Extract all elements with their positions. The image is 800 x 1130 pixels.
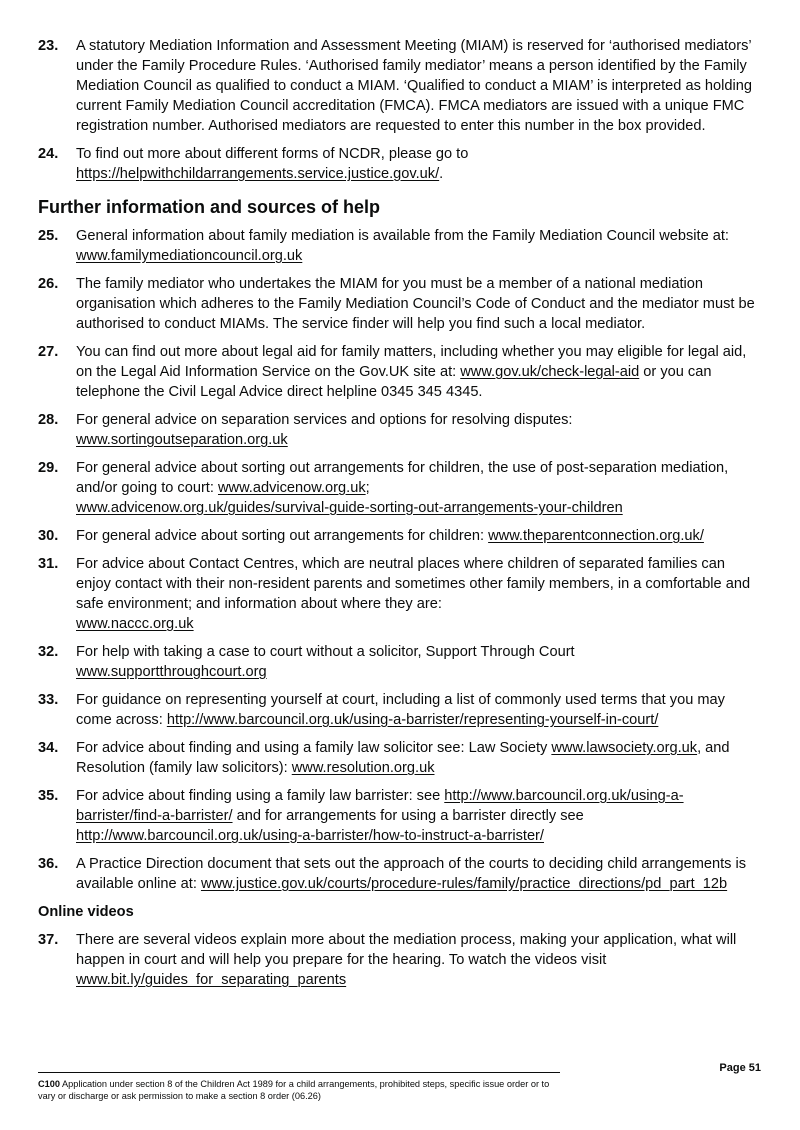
item-number: 31. [38, 556, 59, 572]
web-link[interactable]: www.bit.ly/guides_for_separating_parents [76, 972, 347, 988]
text-run: and for arrangements for using a barrister directly see [232, 808, 584, 824]
web-link[interactable]: www.sortingoutseparation.org.uk [76, 432, 288, 448]
text-run: There are several videos explain more about the mediation process, making your application, what will happen in court and will help you prepare for the hearing. To watch the videos visit [76, 932, 737, 968]
item-text [76, 930, 760, 990]
web-link[interactable]: https://helpwithchildarrangements.service.justice.gov.uk/ [76, 166, 440, 182]
item-text [76, 786, 760, 846]
item-number: 25. [38, 228, 59, 244]
item-text [76, 342, 760, 402]
form-description: Application under section 8 of the Children Act 1989 for a child arrangements, prohibited steps, specific issue order or to vary or discharge or ask permission to make a section 8 order (06.26) [38, 1079, 550, 1101]
item-text [76, 458, 760, 518]
page-number: Page 51 [719, 1062, 761, 1074]
item-number: 29. [38, 460, 59, 476]
item-number: 26. [38, 276, 59, 292]
web-link[interactable]: http://www.barcouncil.org.uk/using-a-barrister/representing-yourself-in-court/ [166, 712, 659, 728]
list-item [38, 458, 760, 518]
list-item [38, 930, 760, 990]
numbered-list [38, 930, 760, 990]
web-link[interactable]: www.lawsociety.org.uk [551, 740, 698, 756]
footer-text [38, 1078, 558, 1102]
item-number: 28. [38, 412, 59, 428]
text-run: ; [365, 480, 370, 496]
text-run: You can find out more about legal aid for family matters, including whether you may eligible for legal aid, on the Legal Aid Information Service on the Gov.UK site at: [76, 344, 747, 380]
footer-divider [38, 1072, 560, 1073]
web-link[interactable]: www.justice.gov.uk/courts/procedure-rules/family/practice_directions/pd_part_12b [200, 876, 728, 892]
item-text [76, 642, 760, 682]
item-number: 27. [38, 344, 59, 360]
text-run: A statutory Mediation Information and Assessment Meeting (MIAM) is reserved for ‘authorised mediators’ under the Family Procedure Rules. ‘Authorised family mediator’ means a person identified by the Family Mediation Council as qualified to conduct a MIAM. ‘Qualified to conduct a MIAM’ is interpreted as holding current Family Mediation Council accreditation (FMCA). FMCA mediators are issued with a unique FMC registration number. Authorised mediators are requested to enter this number in the box provided. [76, 38, 752, 134]
web-link[interactable]: www.naccc.org.uk [76, 616, 194, 632]
web-link[interactable]: www.gov.uk/check-legal-aid [460, 364, 640, 380]
text-run: For advice about Contact Centres, which are neutral places where children of separated families can enjoy contact with their non-resident parents and sometimes other family members, in a comfortable and safe environment; and information about where they are: [76, 556, 751, 612]
item-number: 34. [38, 740, 59, 756]
web-link[interactable]: www.advicenow.org.uk [217, 480, 366, 496]
numbered-list [38, 226, 760, 894]
item-number: 32. [38, 644, 59, 660]
list-item [38, 226, 760, 266]
text-run: . [439, 166, 444, 182]
list-item [38, 642, 760, 682]
text-run: To find out more about different forms of NCDR, please go to [76, 146, 469, 162]
text-run: or you can telephone the Civil Legal Advice direct helpline 0345 345 4345. [76, 364, 712, 400]
numbered-list [38, 36, 760, 184]
text-run: For general advice on separation services and options for resolving disputes: [76, 412, 573, 428]
item-number: 24. [38, 146, 59, 162]
list-item [38, 786, 760, 846]
form-code: C100 [38, 1079, 60, 1089]
text-run: The family mediator who undertakes the MIAM for you must be a member of a national mediation organisation which adheres to the Family Mediation Council’s Code of Conduct and the mediator must be authorised to conduct MIAMs. The service finder will help you find such a local mediator. [76, 276, 755, 332]
web-link[interactable]: http://www.barcouncil.org.uk/using-a-barrister/find-a-barrister/ [76, 788, 684, 824]
text-run: For guidance on representing yourself at court, including a list of commonly used terms that you may come across: [76, 692, 725, 728]
item-number: 30. [38, 528, 59, 544]
text-run: General information about family mediation is available from the Family Mediation Council website at: [76, 228, 729, 244]
item-text [76, 226, 760, 266]
item-text [76, 854, 760, 894]
item-text [76, 554, 760, 634]
text-run: For advice about finding and using a family law solicitor see: Law Society [76, 740, 552, 756]
item-text [76, 410, 760, 450]
text-run: For general advice about sorting out arrangements for children, the use of post-separation mediation, and/or going to court: [76, 460, 729, 496]
item-number: 33. [38, 692, 59, 708]
item-number: 35. [38, 788, 59, 804]
list-item [38, 410, 760, 450]
text-run: A Practice Direction document that sets out the approach of the courts to deciding child arrangements is available online at: [76, 856, 747, 892]
item-text [76, 738, 760, 778]
web-link[interactable]: http://www.barcouncil.org.uk/using-a-barrister/how-to-instruct-a-barrister/ [76, 828, 544, 844]
list-item [38, 342, 760, 402]
list-item [38, 36, 760, 136]
item-number: 37. [38, 932, 59, 948]
web-link[interactable]: www.theparentconnection.org.uk/ [488, 528, 704, 544]
item-text [76, 690, 760, 730]
item-number: 23. [38, 38, 59, 54]
item-number: 36. [38, 856, 59, 872]
list-item [38, 690, 760, 730]
item-text [76, 36, 760, 136]
section-heading: Further information and sources of help [38, 197, 381, 217]
list-item [38, 274, 760, 334]
item-text [76, 144, 760, 184]
web-link[interactable]: www.familymediationcouncil.org.uk [76, 248, 303, 264]
text-run: For general advice about sorting out arrangements for children: [76, 528, 489, 544]
list-item [38, 738, 760, 778]
list-item [38, 854, 760, 894]
list-item [38, 144, 760, 184]
list-item [38, 554, 760, 634]
item-text [76, 526, 760, 546]
text-run: For advice about finding using a family law barrister: see [76, 788, 445, 804]
web-link[interactable]: www.supportthroughcourt.org [76, 664, 267, 680]
list-item [38, 526, 760, 546]
sub-heading: Online videos [38, 904, 134, 920]
web-link[interactable]: www.resolution.org.uk [291, 760, 435, 776]
item-text [76, 274, 760, 334]
text-run: , and Resolution (family law solicitors): [76, 740, 730, 776]
text-run: For help with taking a case to court without a solicitor, Support Through Court [76, 644, 575, 660]
web-link[interactable]: www.advicenow.org.uk/guides/survival-guide-sorting-out-arrangements-your-children [76, 500, 623, 516]
document-page [38, 36, 760, 998]
